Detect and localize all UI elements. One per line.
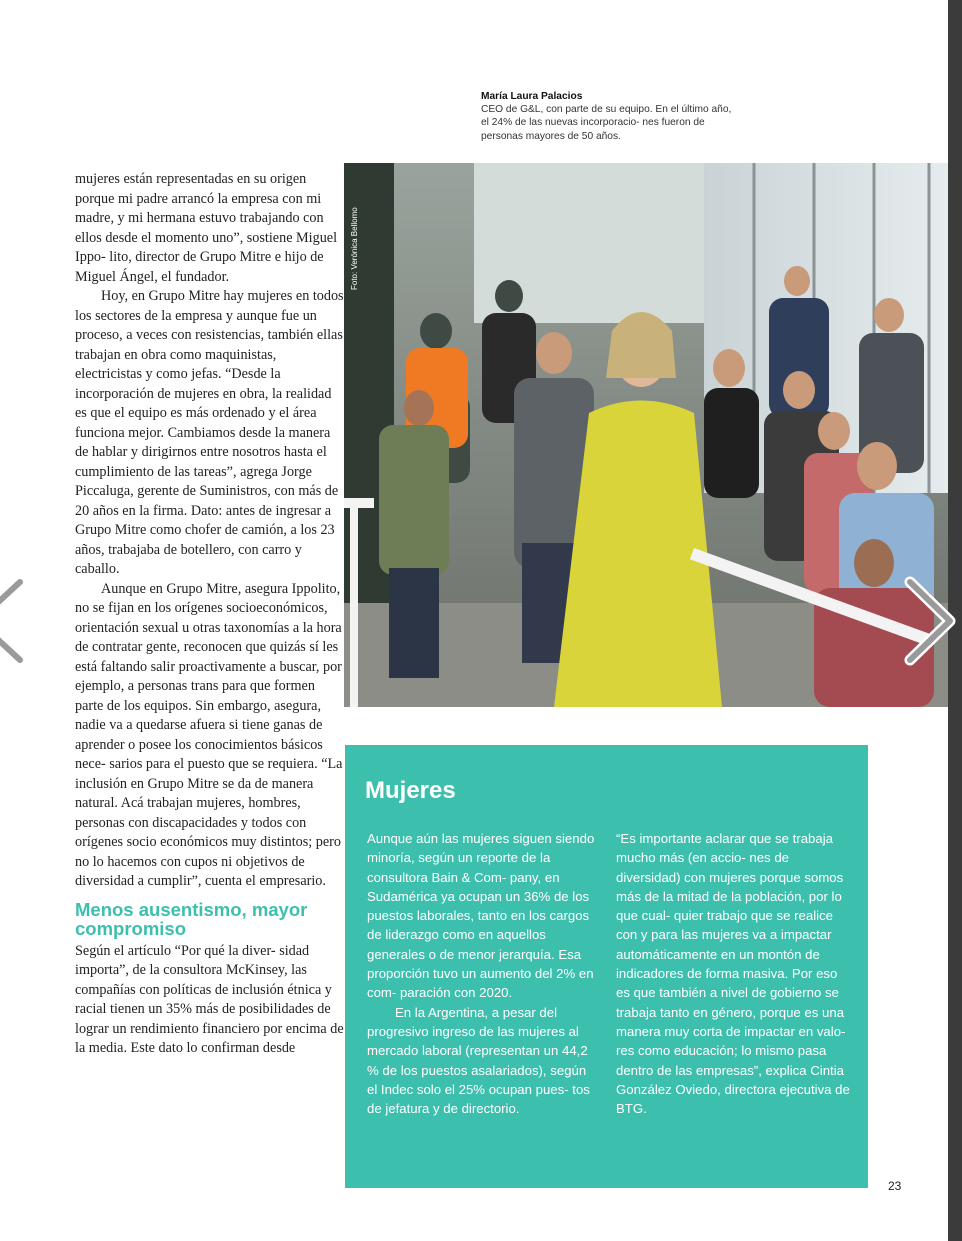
article-column: [75, 170, 345, 1059]
caption-name: María Laura Palacios: [481, 91, 583, 102]
page-number: 23: [888, 1179, 902, 1193]
photo-credit: Foto: Verónica Bellomo: [350, 207, 359, 290]
team-photo: [344, 163, 948, 707]
mujeres-box: [345, 745, 868, 1188]
chevron-left-icon: [0, 576, 28, 666]
article-paragraph-3: Aunque en Grupo Mitre, asegura Ippolito, no se fijan en los orígenes socioeconómicos, orientación sexual u otras taxonomías a la hora de contratar gente, reconocen que quizás sí les está faltando salir proactivamente a buscar, por ejemplo, a personas trans para que formen parte de los equipos. Sin embargo, asegura, nadie va a quedarse afuera si tiene ganas de aprender o posee los conocimientos básicos nece- sarios para el puesto que se requiera. “La inclusión en Grupo Mitre se da de manera natural. Acá trabajan mujeres, hombres, personas con discapacidades y todos con orígenes socio económicos muy distintos; pero no lo hacemos con cupos ni objetivos de diversidad a cumplir”, cuenta el empresario.: [75, 580, 343, 889]
article-paragraph-1: mujeres están representadas en su origen porque mi padre arrancó la empresa con mi madre, y mi hermana estuvo trabajando con ellos desde el momento uno”, sostiene Miguel Ippo- lito, director de Grupo Mitre e hijo de Miguel Ángel, el fundador.: [75, 171, 338, 285]
previous-page-button[interactable]: [0, 576, 28, 666]
box-column-1: [367, 829, 599, 1118]
article-subheading: Menos ausentismo, mayor compromiso: [75, 898, 308, 939]
caption-text: CEO de G&L, con parte de su equipo. En el último año, el 24% de las nuevas incorporacio- nes fueron de personas mayores de 50 años.: [481, 104, 732, 142]
next-page-button[interactable]: [902, 576, 960, 666]
box-title: Mujeres: [365, 777, 456, 804]
box-paragraph-3: “Es importante aclarar que se trabaja mucho más (en accio- nes de diversidad) con mujeres porque somos más de la mitad de la población, por lo que cual- quier trabajo que se realice con y para las mujeres va a impactar automáticamente en un montón de indicadores de forma masiva. Por eso es que también a nivel de gobierno se trabaja tanto en género, porque es una manera muy corta de impactar en valo- res como educación; lo mismo pasa dentro de las empresas”, explica Cintia González Oviedo, directora ejecutiva de BTG.: [616, 831, 850, 1117]
article-paragraph-4: Según el artículo “Por qué la diver- sidad importa”, de la consultora McKinsey, las compañías con políticas de inclusión étnica y racial tienen un 35% más de posibilidades de lograr un rendimiento financiero por encima de la media. Este dato lo confirman desde: [75, 942, 344, 1056]
chevron-right-icon: [902, 576, 960, 666]
photo-caption: [481, 90, 741, 143]
box-paragraph-1: Aunque aún las mujeres siguen siendo minoría, según un reporte de la consultora Bain & Com- pany, en Sudamérica ya ocupan un 36% de los puestos laborales, tanto en los cargos de liderazgo como en aquellos generales o de menor jerarquía. Esa proporción tuvo un aumento del 2% en com- paración con 2020.: [367, 831, 595, 1001]
article-paragraph-2: Hoy, en Grupo Mitre hay mujeres en todos los sectores de la empresa y aunque fue un proceso, a veces con resistencias, también ellas trabajan en obra como maquinistas, electricistas y como jefas. “Desde la incorporación de mujeres en obra, la realidad es que el equipo es más ordenado y el área funciona mejor. Cambiamos desde la manera de hablar y dirigirnos entre nosotros hasta el cumplimiento de las tareas”, agrega Jorge Piccaluga, gerente de Suministros, con más de 20 años en la firma. Dato: antes de ingresar a Grupo Mitre como chofer de camión, a los 23 años, trabajaba de botellero, con carro y caballo.: [75, 288, 344, 577]
box-column-2: [616, 829, 852, 1118]
box-paragraph-2: En la Argentina, a pesar del progresivo ingreso de las mujeres al mercado laboral (representan un 44,2 % de los puestos asalariados), según el Indec solo el 25% ocupan pues- tos de jefatura y de directorio.: [367, 1004, 590, 1117]
